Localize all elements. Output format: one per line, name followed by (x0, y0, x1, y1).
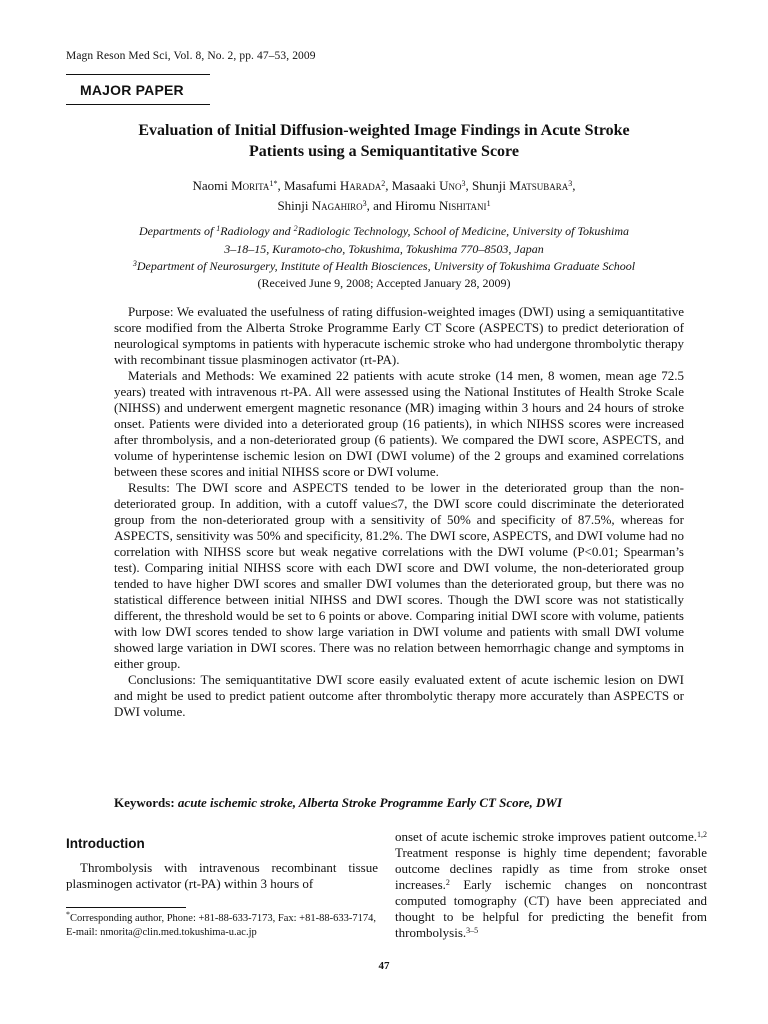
paper-title (66, 120, 702, 162)
corresponding-author-footnote: *Corresponding author, Phone: +81-88-633-7173, Fax: +81-88-633-7174, E-mail: nmorita@clin.med.tokushima-u.ac.jp (66, 910, 376, 938)
introduction-text-right: onset of acute ischemic stroke improves patient outcome.$^{1,2}$ Treatment response is highly time dependent; favorable outcome declines rapidly as time from stroke onset increases.$^2$ Early ischemic changes on noncontrast computed tomography (CT) have been appreciated and thought to be helpful for predicting the benefit from thrombolysis.$^{3-5}$ (395, 829, 707, 940)
introduction-text-left: Thrombolysis with intravenous recombinant tissue plasminogen activator (rt-PA) within 3 hours of (66, 860, 378, 891)
author-list (66, 176, 702, 216)
introduction-heading: Introduction (66, 836, 145, 851)
affiliations (66, 223, 702, 276)
right-column (395, 829, 707, 941)
abstract-conclusions: Conclusions: The semiquantitative DWI score easily evaluated extent of acute ischemic lesion on DWI and might be used to predict patient outcome after thrombolytic therapy more accurately than ASPECTS or DWI volume. (114, 672, 684, 719)
keywords-label: Keywords: (114, 795, 175, 810)
keywords (114, 795, 684, 811)
section-label: MAJOR PAPER (80, 82, 184, 98)
footnote-divider (66, 907, 186, 908)
abstract-purpose: Purpose: We evaluated the usefulness of rating diffusion-weighted images (DWI) using a semiquantitative score modified from the Alberta Stroke Programme Early CT Score (ASPECTS) to predict deterioration of neurological symptoms in patients with hyperacute ischemic stroke who had undergone thrombolytic therapy with recombinant tissue plasminogen activator (rt-PA). (114, 304, 684, 367)
left-column (66, 836, 378, 892)
author-2: Masafumi Harada$^2$, (283, 178, 392, 193)
author-1: Naomi Morita$^{1*}$, (192, 178, 284, 193)
author-3: Masaaki Uno$^3$, (391, 178, 472, 193)
title-line-1: Evaluation of Initial Diffusion-weighted Image Findings in Acute Stroke (138, 122, 630, 139)
author-line-1 (66, 176, 702, 196)
section-label-box (66, 74, 210, 105)
author-4: Shunji Matsubara$^3$, (471, 178, 576, 193)
author-5: Shinji Nagahiro$^3$, and (277, 198, 396, 213)
affiliation-line-1: Departments of $^1$Radiology and $^2$Radiologic Technology, School of Medicine, University of Tokushima (138, 224, 630, 238)
author-line-2 (66, 196, 702, 216)
page-number: 47 (378, 960, 390, 972)
journal-citation: Magn Reson Med Sci, Vol. 8, No. 2, pp. 47–53, 2009 (66, 50, 316, 62)
affiliation-line-2: 3–18–15, Kuramoto-cho, Tokushima, Tokushima 770–8503, Japan (224, 241, 544, 256)
keywords-list: acute ischemic stroke, Alberta Stroke Programme Early CT Score, DWI (177, 795, 563, 810)
abstract-methods: Materials and Methods: We examined 22 patients with acute stroke (14 men, 8 women, mean age 72.5 years) treated with intravenous rt-PA. All were assessed using the National Institutes of Health Stroke Scale (NIHSS) and underwent emergent magnetic resonance (MR) imaging within 3 hours and 24 hours of stroke onset. Patients were divided into a deteriorated group (16 patients), in which NIHSS scores were increased after thrombolysis, and a non-deteriorated group (6 patients). We compared the DWI score, ASPECTS, and volume of hyperintense ischemic lesion on DWI (DWI volume) of the 2 groups and examined correlations between these scores and initial NIHSS score or DWI volume. (114, 368, 684, 479)
author-6: Hiromu Nishitani$^1$ (395, 198, 491, 213)
title-line-2: Patients using a Semiquantitative Score (249, 143, 519, 160)
abstract (114, 304, 684, 720)
affiliation-line-3: $^3$Department of Neurosurgery, Institute of Health Biosciences, University of Tokushima Graduate School (132, 259, 636, 273)
abstract-results: Results: The DWI score and ASPECTS tended to be lower in the deteriorated group than the non-deteriorated group. In addition, with a cutoff value≤7, the DWI score could discriminate the deteriorated group from the non-deteriorated group with a sensitivity of 50% and specificity of 87.5%, whereas for ASPECTS, sensitivity was 50% and specificity, 81.2%. The DWI score, ASPECTS, and DWI volume had no correlation with NIHSS score but weak negative correlations with the DWI volume (P<0.01; Spearman’s test). Comparing initial NIHSS score with each DWI score and DWI volume, the non-deteriorated group tended to have higher DWI scores and smaller DWI volumes than the deteriorated group, but there was no statistical difference between initial NIHSS and DWI scores. Though the DWI score was not statistically different, the threshold would be set to 6 points or above. Comparing initial DWI score with volume, patients with low DWI scores tended to show large variation in DWI volume and patients with small DWI volume showed large variation in DWI scores. There was no relation between hemorrhagic change and symptoms in either group. (114, 480, 684, 671)
received-dates: (Received June 9, 2008; Accepted January 28, 2009) (257, 276, 511, 290)
